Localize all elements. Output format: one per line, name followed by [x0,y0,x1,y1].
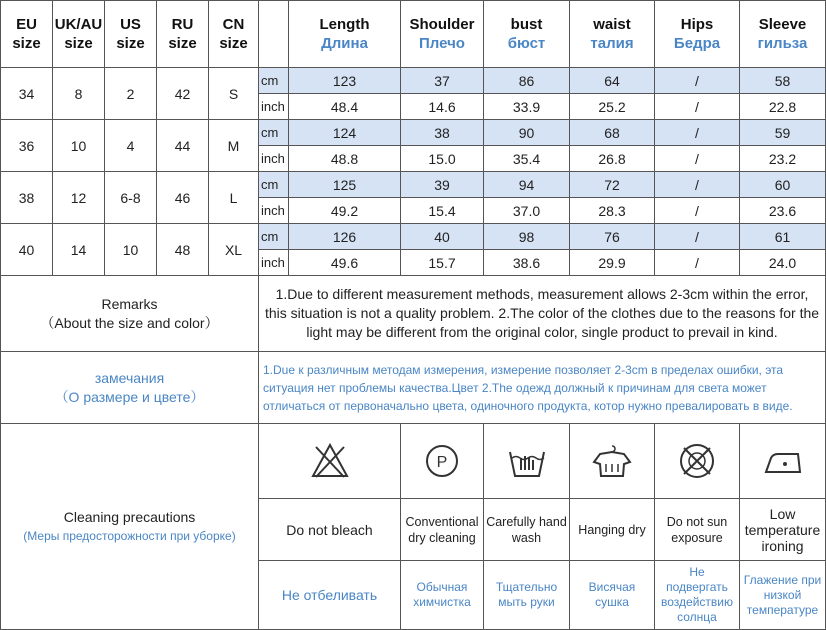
waist-inch-cell: 29.9 [570,250,655,276]
remarks-ru-row [1,352,826,424]
size-us-cell: 10 [105,224,157,276]
size-row-cm [1,224,826,250]
hips-inch-cell: / [655,94,740,120]
unit-label: cm [259,120,289,146]
shoulder-inch-cell: 15.4 [401,198,484,224]
header-waist-ru: талия [590,35,634,52]
header-length-ru: Длина [321,35,368,52]
unit-label: inch [259,198,289,224]
header-hips-en: Hips [680,16,714,33]
header-eu: EU size [1,1,53,68]
bust-cm-cell: 86 [484,68,570,94]
dry-clean-icon [401,424,484,499]
unit-label: cm [259,172,289,198]
hips-inch-cell: / [655,250,740,276]
remarks-ru-label [1,352,259,424]
waist-cm-cell: 68 [570,120,655,146]
size-rows [1,68,826,276]
waist-cm-cell: 76 [570,224,655,250]
svg-text:P: P [436,454,448,471]
unit-label: cm [259,68,289,94]
sleeve-inch-cell: 22.8 [740,94,826,120]
header-row [1,1,826,68]
size-uk-cell: 8 [53,68,105,120]
length-cm-cell: 124 [289,120,401,146]
size-cn-cell: L [209,172,259,224]
size-cn-cell: M [209,120,259,172]
size-cn-cell: S [209,68,259,120]
no-bleach-icon [259,424,401,499]
waist-cm-cell: 64 [570,68,655,94]
shoulder-cm-cell: 39 [401,172,484,198]
shoulder-cm-cell: 38 [401,120,484,146]
hips-inch-cell: / [655,198,740,224]
care-label [1,424,259,630]
bust-cm-cell: 90 [484,120,570,146]
shoulder-inch-cell: 15.7 [401,250,484,276]
header-ru-size: RU size [157,1,209,68]
size-us-cell: 4 [105,120,157,172]
header-sleeve [740,1,826,68]
size-ru-cell: 46 [157,172,209,224]
length-inch-cell: 48.8 [289,146,401,172]
size-us-cell: 2 [105,68,157,120]
care-icon-row [1,424,826,499]
care-en-3: Hanging dry [570,499,655,561]
size-row-cm [1,172,826,198]
sleeve-cm-cell: 59 [740,120,826,146]
care-ru-0: Не отбеливать [259,561,401,630]
size-eu-cell: 40 [1,224,53,276]
hips-cm-cell: / [655,120,740,146]
header-bust-ru: бюст [507,35,546,52]
length-cm-cell: 125 [289,172,401,198]
care-en-1: Conventional dry cleaning [401,499,484,561]
header-uk: UK/AU size [53,1,105,68]
sleeve-inch-cell: 24.0 [740,250,826,276]
remarks-en-text: 1.Due to different measurement methods, measurement allows 2-3cm within the error, this situation is not a quality problem. 2.The color of the clothes due to the reasons for the light may be different from the original color, single product to prevail in kind. [259,276,826,352]
sleeve-cm-cell: 60 [740,172,826,198]
shoulder-inch-cell: 15.0 [401,146,484,172]
shoulder-inch-cell: 14.6 [401,94,484,120]
hips-cm-cell: / [655,224,740,250]
waist-inch-cell: 26.8 [570,146,655,172]
care-en-5: Low temperature ironing [740,499,826,561]
remarks-ru-title: замечания [94,369,165,386]
care-ru-5: Глажение при низкой температуре [740,561,826,630]
size-ru-cell: 44 [157,120,209,172]
hips-inch-cell: / [655,146,740,172]
remarks-ru-subtitle: （О размере и цвете） [54,388,205,405]
length-inch-cell: 49.6 [289,250,401,276]
remarks-en-label [1,276,259,352]
remarks-subtitle: （About the size and color） [40,314,219,331]
care-title-ru: (Меры предосторожности при уборке) [23,528,236,543]
size-us-cell: 6-8 [105,172,157,224]
header-length [289,1,401,68]
care-en-0: Do not bleach [259,499,401,561]
length-cm-cell: 126 [289,224,401,250]
size-uk-cell: 12 [53,172,105,224]
sleeve-inch-cell: 23.6 [740,198,826,224]
waist-cm-cell: 72 [570,172,655,198]
care-ru-1: Обычная химчистка [401,561,484,630]
header-sleeve-en: Sleeve [758,16,807,33]
no-sun-icon [655,424,740,499]
bust-inch-cell: 38.6 [484,250,570,276]
remarks-title: Remarks [101,295,158,312]
remarks-ru-text: 1.Due к различным методам измерения, измерение позволяет 2-3cm в пределах ошибки, эта ситуация нет проблемы качества.Цвет 2.The одежд должный к причинам для света может отличаться от первоначально цвета, одиночного продукта, котор нужно превалировать в виде. [259,352,826,424]
header-us: US size [105,1,157,68]
unit-label: cm [259,224,289,250]
header-length-en: Length [319,16,370,33]
header-unit-blank [259,1,289,68]
header-waist-en: waist [593,16,631,33]
length-cm-cell: 123 [289,68,401,94]
header-hips-ru: Бедра [673,35,721,52]
unit-label: inch [259,146,289,172]
header-shoulder-en: Shoulder [409,16,475,33]
bust-cm-cell: 94 [484,172,570,198]
header-sleeve-ru: гильза [757,35,808,52]
size-cn-cell: XL [209,224,259,276]
size-eu-cell: 38 [1,172,53,224]
bust-inch-cell: 35.4 [484,146,570,172]
size-ru-cell: 48 [157,224,209,276]
size-uk-cell: 14 [53,224,105,276]
bust-cm-cell: 98 [484,224,570,250]
header-shoulder [401,1,484,68]
bust-inch-cell: 37.0 [484,198,570,224]
header-bust [484,1,570,68]
length-inch-cell: 48.4 [289,94,401,120]
shoulder-cm-cell: 37 [401,68,484,94]
header-waist [570,1,655,68]
care-en-2: Carefully hand wash [484,499,570,561]
size-eu-cell: 36 [1,120,53,172]
unit-label: inch [259,250,289,276]
care-ru-2: Тщательно мыть руки [484,561,570,630]
unit-label: inch [259,94,289,120]
care-ru-4: Не подвергать воздействию солнца [655,561,740,630]
hand-wash-icon [484,424,570,499]
size-row-cm [1,120,826,146]
size-ru-cell: 42 [157,68,209,120]
care-title: Cleaning precautions [63,508,196,525]
header-bust-en: bust [510,16,543,33]
care-en-4: Do not sun exposure [655,499,740,561]
size-uk-cell: 10 [53,120,105,172]
low-iron-icon [740,424,826,499]
remarks-en-row [1,276,826,352]
waist-inch-cell: 28.3 [570,198,655,224]
size-eu-cell: 34 [1,68,53,120]
hips-cm-cell: / [655,172,740,198]
sleeve-inch-cell: 23.2 [740,146,826,172]
hips-cm-cell: / [655,68,740,94]
bust-inch-cell: 33.9 [484,94,570,120]
header-shoulder-ru: Плечо [419,35,465,52]
waist-inch-cell: 25.2 [570,94,655,120]
header-cn: CN size [209,1,259,68]
header-hips [655,1,740,68]
length-inch-cell: 49.2 [289,198,401,224]
hanging-dry-icon [570,424,655,499]
size-row-cm [1,68,826,94]
shoulder-cm-cell: 40 [401,224,484,250]
care-ru-3: Висячая сушка [570,561,655,630]
sleeve-cm-cell: 61 [740,224,826,250]
sleeve-cm-cell: 58 [740,68,826,94]
